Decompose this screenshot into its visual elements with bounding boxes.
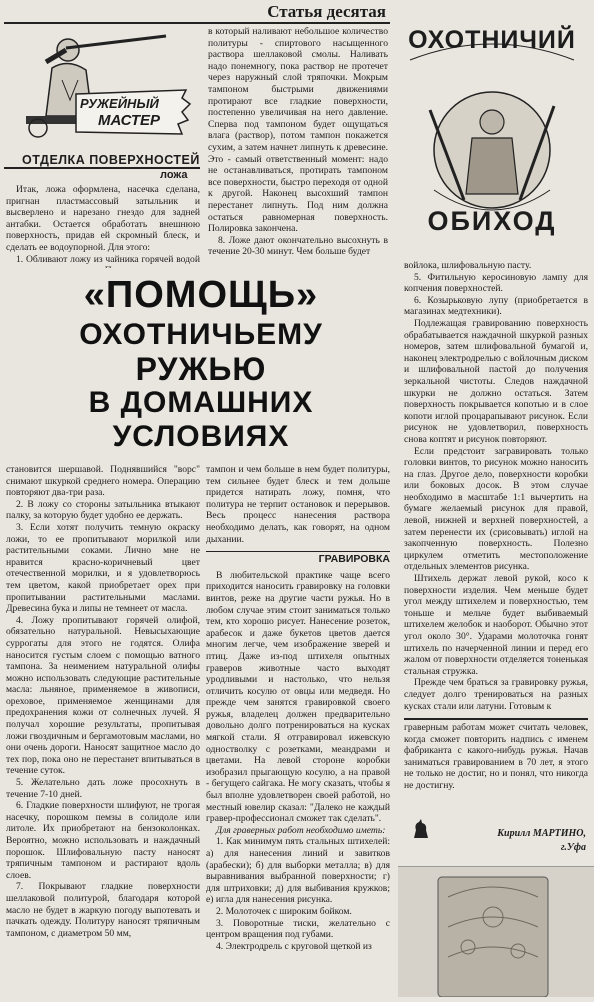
headline-block (4, 268, 398, 458)
right-col-bottom (404, 722, 588, 792)
article-paragraph: Если предстоит загравировать только головки винтов, то рисунок можно наносить на глаз. Другое дело, поверхности коробки или боковых досок. В этом случае необходимо в масштабе 1:1 вычертить на бумаге желаемый рисунок для правой, левой, нижней и верхней поверхностей, а затем перенести их (срисовывать) иглой на закопченную поверхность. Полезно циркулем отметить местоположение отдельных элементов рисунка. (404, 445, 588, 573)
article-paragraph: становится шершавой. Поднявшийся "ворс" снимают шкуркой среднего номера. Операцию повторяют два-три раза. (6, 464, 200, 499)
engraving-photo (398, 866, 594, 997)
headline-line1: «ПОМОЩЬ» (83, 274, 319, 316)
gunsmith-logo-line1: РУЖЕЙНЫЙ (80, 96, 159, 111)
article-paragraph: Прежде чем браться за гравировку ружья, следует долго тренироваться на разных кусках стали или латуни. Готовым к (404, 677, 588, 712)
article-col1 (6, 184, 200, 277)
section-header: Статья десятая (267, 2, 386, 21)
gravirovka-title: ГРАВИРОВКА (206, 551, 390, 566)
headline-line5: УСЛОВИЯХ (112, 420, 290, 453)
article-title: ОТДЕЛКА ПОВЕРХНОСТЕЙ (22, 153, 200, 167)
article-paragraph: Для граверных работ необходимо иметь: (216, 824, 386, 836)
article-paragraph: 2. Молоточек с широким бойком. (216, 905, 352, 917)
bottom-col2 (206, 464, 390, 952)
article-paragraph: в который наливают небольшое количество политуры - спиртового насыщенного раствора шеллаковой смолы. Наливать надо понемногу, пока раствор не протечет через наружный слой тряпочки. Мокрым тампоном быстрыми движениями протирают все гладкие поверхности, постепенно увеличивая на него давление. Сперва под тампоном будет ощущаться влага (раствор), потом тампон покажется сухим, а затем начнет липнуть к древесине. Это - самый ответственный момент: надо не останавливаться, протирать тампоном все поверхности, быстро переходя от одной к другой. Наконец высохший тампон перестанет липнуть. Под ним должна остаться равномерная поверхность. Полировка закончена. (208, 26, 388, 235)
article-paragraph: Штихель держат левой рукой, косо к поверхности изделия. Чем меньше будет угол между штихелем и поверхностью, тем тоньше и мельче будет выбиваемый штихелем желобок и наоборот. Обычно этот угол около 30°. Ударами молоточка гонят штихель по начерченной линии и перед его жалом от поверхности отделяется тоненькая стальная стружка. (404, 573, 588, 677)
headline-line2: ОХОТНИЧЬЕМУ (79, 318, 323, 351)
article-paragraph: 7. Покрывают гладкие поверхности шеллаковой политурой, благодаря которой масло не будет в жаркую погоду выпотевать и пачкать одежду. Политуру наносят тряпичным тампоном, с диаметром 50 мм, (6, 881, 200, 939)
article-paragraph: Подлежащая гравированию поверхность обрабатывается наждачной шкуркой разных номеров, затем шлифовальной бумагой и, наконец электродрелью с войлочным диском и шлифовальной пастой до получения зеркальной чистоты. Следов наждачной шкурки не должно остаться. Затем поверхность покрывается копотью и в слое копоти иглой процарапывают рисунок. Если рисунок не удовлетворил, поверхность снова коптят и рисунок повторяют. (404, 317, 588, 445)
hunting-logo-top: ОХОТНИЧИЙ (408, 26, 576, 54)
author-name: Кирилл МАРТИНО, (497, 828, 586, 839)
article-paragraph: войлока, шлифовальную пасту. (404, 260, 532, 271)
article-paragraph: В любительской практике чаще всего приходится наносить гравировку на головки винтов, реже на другие части ружья. Но в любом случае этим стоит заниматься только тем, кто хорошо рисует. Нанесение розеток, арабесок и даже букетов цветов дается многим легче, чем изображение зверей и птиц. Даже из-под штихеля опытных граверов животные часто выходят уродливыми и настолько, что нельзя отличить косулю от овцы или медведя. Но прежде чем занятся гравировкой своего ружья, владелец должен предварительно довольно долго потренироваться на кусках мягкой стали. Я отгравировал ижевскую одностволку с розетками, меандрами и цветами. На левой стороне коробки изобразил прыгающую косулю, а на правой - бегущего сайгака. Не могу сказать, чтобы я был вполне удовлетворен своей работой, но местный ювелир сказал: "Далеко не каждый гравер-профессионал сможет так сделать". (206, 569, 390, 825)
hunting-logo (394, 10, 590, 250)
gunsmith-illustration (6, 28, 206, 150)
article-paragraph: тампон и чем больше в нем будет политуры, тем сильнее будет блеск и тем дольше придется натирать ложу, помня, что политура не терпит остановок и перерывов. Весь процесс нанесения раствора необходимо делать, как говорят, на одном дыхании. (206, 464, 390, 545)
hunting-logo-bottom: ОБИХОД (427, 206, 557, 236)
article-paragraph: 8. Ложе дают окончательно высохнуть в течение 20-30 минут. Чем больше будет (208, 234, 388, 258)
article-paragraph: 3. Если хотят получить темную окраску ложи, то ее пропитывают морилкой или растительными соками. Лично мне не нравится красно-коричневый цвет отечественной морилки, и я удовлетворюсь тем цветом, какой приобретает орех при пропитывании растительными маслами. Древесина бука и липы не темнеет от масла. (6, 521, 200, 615)
article-paragraph: 5. Желательно дать ложе просохнуть в течение 7-10 дней. (6, 777, 200, 800)
article-paragraph: 6. Козырьковую лупу (приобретается в магазинах медтехники). (404, 294, 588, 318)
article-paragraph: 5. Фитильную керосиновую лампу для копчения поверхностей. (404, 271, 588, 295)
article-paragraph: Итак, ложа оформлена, насечка сделана, пригнан пластмассовый затыльник и высверлено и нарезано гнездо для задней антабки. Остается обработать внешнюю поверхность, придав ей скромный блеск, и сделать ее водоупорной. Для этого: (6, 184, 200, 253)
author-city: г.Уфа (560, 842, 586, 853)
headline-line4: В ДОМАШНИХ (88, 386, 314, 419)
bottom-col1 (6, 464, 200, 939)
right-col-rule (404, 718, 588, 720)
right-col-top (404, 260, 588, 712)
article-paragraph: 2. В ложу со стороны затыльника втыкают палку, за которую будет удобно ее держать. (6, 498, 200, 522)
gunsmith-logo (6, 28, 206, 150)
article-paragraph: 4. Электродрель с круговой щеткой из (216, 940, 372, 952)
article-paragraph: 4. Ложу пропитывают горячей олифой, обязательно натуральной. Невысыхающие суррогаты для этого не годятся. Олифа наносится густым слоем с помощью ватного тампона. За неимением натуральной олифы можно использовать следующие растительные масла: льняное, применяемое в живописи, ореховое, применяемое женщинами для предохранения кожи от солнечных лучей. Я получал хорошие результаты, пропитывая ложи гвоздичным и бергамотовым маслами, но они очень дороги. Наносят защитное масло до тех пор, пока оно не перестанет впитываться в течение суток. (6, 614, 200, 777)
article-paragraph: 1. Как минимум пять стальных штихелей: а) для нанесения линий и завитков (арабески); б) для выборки металла; в) для выравнивания выбранной поверхности; г) для штриховки; д) для выбивания кружков; е) игла для нанесения рисунка. (206, 836, 390, 906)
article-paragraph: 3. Поворотные тиски, желательно с центром вращения под губами. (206, 917, 390, 941)
gunsmith-logo-line2: МАСТЕР (98, 112, 161, 129)
article-subtitle: ложа (160, 169, 188, 181)
article-paragraph: 6. Гладкие поверхности шлифуют, не трогая насечку, порошком пемзы в солидоле или литоле. Их приобретают на бензоколонках. Вероятно, можно использовать и наждачный порошок. Шлифовальную пасту наносят тряпичным тампоном и растирают вдоль слоев. (6, 800, 200, 881)
article-paragraph: 1. Обливают ложу из чайника горячей водой (16, 253, 200, 265)
article-paragraph: граверным работам может считать человек, когда сможет повторить надпись с именем фабриканта с какого-нибудь ружья. Начав заниматься гравированием в 70 лет, я этого не только не достиг, но и понял, что никогда не достигну. (404, 722, 588, 791)
headline-line3: РУЖЬЮ (135, 351, 267, 387)
rooster-icon (410, 818, 430, 840)
article-col2 (208, 26, 388, 258)
header-rule (4, 22, 390, 24)
